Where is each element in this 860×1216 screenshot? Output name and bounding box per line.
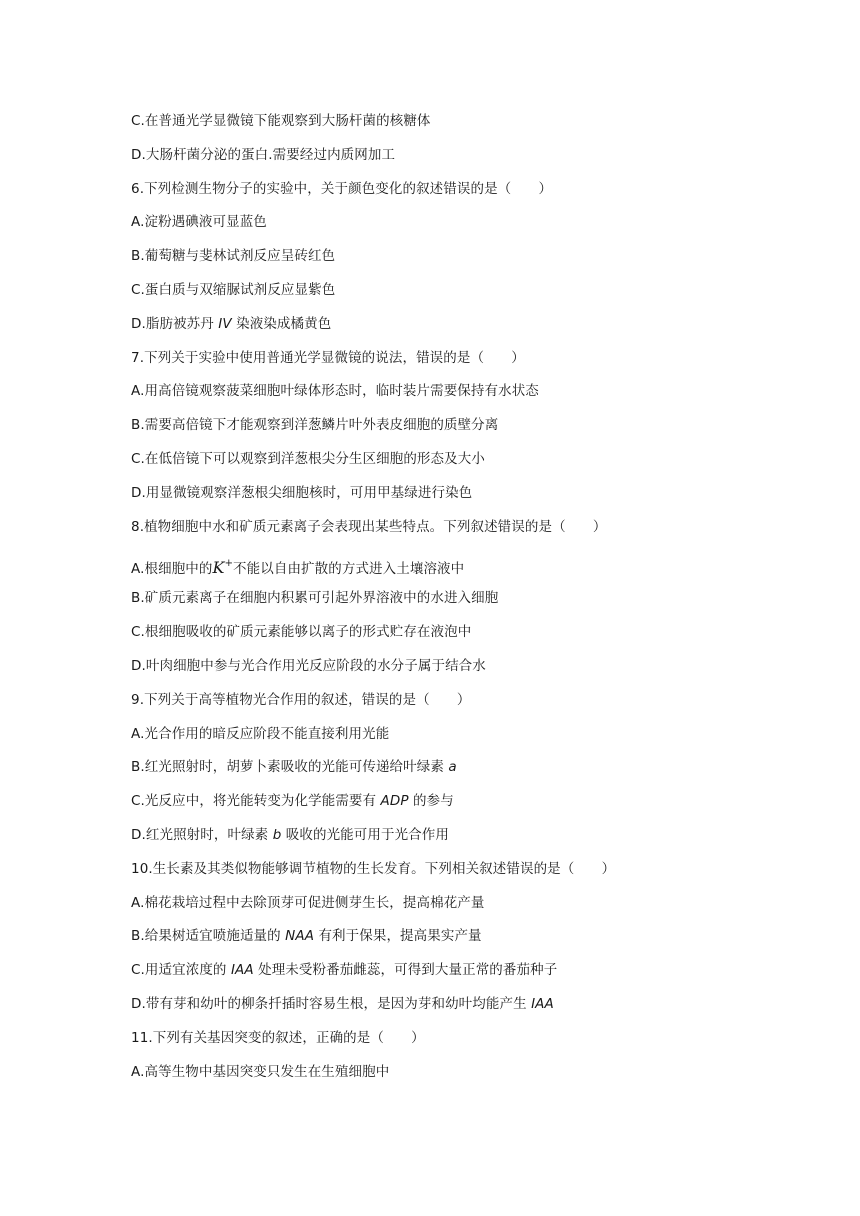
- naa-label: NAA: [285, 928, 315, 945]
- line-text: A.根细胞中的: [131, 561, 213, 578]
- question-10-stem: [131, 856, 691, 890]
- line-text: 11.下列有关基因突变的叙述，正确的是（ ）: [131, 1029, 425, 1046]
- line-text: C.根细胞吸收的矿质元素能够以离子的形式贮存在液泡中: [131, 624, 472, 641]
- iaa-label: IAA: [531, 995, 554, 1012]
- option-6d: [131, 311, 691, 345]
- chlorophyll-a-label: a: [448, 759, 457, 776]
- line-text: 10.生长素及其类似物能够调节植物的生长发育。下列相关叙述错误的是（ ）: [131, 860, 616, 877]
- line-text: D.红光照射时，叶绿素: [131, 826, 269, 843]
- question-text-block: [131, 108, 691, 1092]
- option-7d: [131, 480, 691, 514]
- line-text-tail: 吸收的光能可用于光合作用: [285, 826, 449, 843]
- question-7-stem: [131, 345, 691, 379]
- option-9d: [131, 822, 691, 856]
- line-text: 9.下列关于高等植物光合作用的叙述，错误的是（ ）: [131, 691, 471, 708]
- option-7b: [131, 412, 691, 446]
- line-text: 6.下列检测生物分子的实验中，关于颜色变化的叙述错误的是（ ）: [131, 180, 553, 197]
- line-text: D.脂肪被苏丹: [131, 315, 214, 332]
- line-text: D.叶肉细胞中参与光合作用光反应阶段的水分子属于结合水: [131, 657, 486, 674]
- option-6c: [131, 277, 691, 311]
- line-text: C.在低倍镜下可以观察到洋葱根尖分生区细胞的形态及大小: [131, 450, 485, 467]
- option-9b: [131, 754, 691, 788]
- option-6b: [131, 243, 691, 277]
- line-text: D.带有芽和幼叶的柳条扦插时容易生根，是因为芽和幼叶均能产生: [131, 995, 527, 1012]
- question-8-stem: [131, 514, 691, 548]
- option-10b: [131, 923, 691, 957]
- line-text: D.用显微镜观察洋葱根尖细胞核时，可用甲基绿进行染色: [131, 484, 473, 501]
- question-9-stem: [131, 687, 691, 721]
- option-10c: [131, 957, 691, 991]
- option-7c: [131, 446, 691, 480]
- question-6-stem: [131, 176, 691, 210]
- chlorophyll-b-label: b: [272, 826, 282, 843]
- option-7a: [131, 378, 691, 412]
- iaa-label: IAA: [230, 962, 254, 979]
- potassium-ion-formula: [213, 558, 234, 577]
- line-text: B.需要高倍镜下才能观察到洋葱鳞片叶外表皮细胞的质壁分离: [131, 417, 499, 434]
- line-text: A.棉花栽培过程中去除顶芽可促进侧芽生长，提高棉花产量: [131, 894, 485, 911]
- line-text: C.在普通光学显微镜下能观察到大肠杆菌的核糖体: [131, 113, 431, 129]
- question-11-stem: [131, 1025, 691, 1059]
- option-11a: [131, 1059, 691, 1093]
- formula-charge: +: [224, 558, 234, 570]
- option-8d: [131, 653, 691, 687]
- line-text: A.用高倍镜观察菠菜细胞叶绿体形态时，临时装片需要保持有水状态: [131, 383, 539, 400]
- option-9c: [131, 788, 691, 822]
- option-8b: [131, 585, 691, 619]
- option-5c: [131, 108, 691, 142]
- option-8c: [131, 619, 691, 653]
- option-10d: [131, 991, 691, 1025]
- line-text: 7.下列关于实验中使用普通光学显微镜的说法，错误的是（ ）: [131, 349, 525, 366]
- line-text: A.光合作用的暗反应阶段不能直接利用光能: [131, 725, 390, 742]
- option-6a: [131, 209, 691, 243]
- line-text-tail: 有利于保果，提高果实产量: [318, 928, 482, 945]
- line-text: B.葡萄糖与斐林试剂反应呈砖红色: [131, 248, 336, 265]
- line-text: C.蛋白质与双缩脲试剂反应显紫色: [131, 281, 336, 298]
- line-text: D.大肠杆菌分泌的蛋白.需要经过内质网加工: [131, 146, 396, 163]
- line-text: B.给果树适宜喷施适量的: [131, 928, 281, 945]
- line-text: 8.植物细胞中水和矿质元素离子会表现出某些特点。下列叙述错误的是（ ）: [131, 518, 607, 535]
- option-5d: [131, 142, 691, 176]
- sudan-numeral: IV: [218, 315, 232, 332]
- adp-label: ADP: [380, 793, 409, 810]
- line-text-tail: 染液染成橘黄色: [236, 315, 332, 332]
- line-text-tail: 处理未受粉番茄雌蕊，可得到大量正常的番茄种子: [258, 962, 558, 979]
- line-text-tail: 的参与: [413, 793, 454, 810]
- option-8a: [131, 547, 691, 585]
- line-text: B.矿质元素离子在细胞内积累可引起外界溶液中的水进入细胞: [131, 590, 499, 607]
- line-text: C.光反应中，将光能转变为化学能需要有: [131, 793, 377, 810]
- line-text-tail: 不能以自由扩散的方式进入土壤溶液中: [233, 561, 465, 578]
- line-text: B.红光照射时，胡萝卜素吸收的光能可传递给叶绿素: [131, 759, 444, 776]
- option-10a: [131, 890, 691, 924]
- formula-symbol: K: [212, 558, 225, 578]
- line-text: C.用适宜浓度的: [131, 962, 227, 979]
- option-9a: [131, 721, 691, 755]
- line-text: A.高等生物中基因突变只发生在生殖细胞中: [131, 1063, 390, 1080]
- line-text: A.淀粉遇碘液可显蓝色: [131, 214, 267, 231]
